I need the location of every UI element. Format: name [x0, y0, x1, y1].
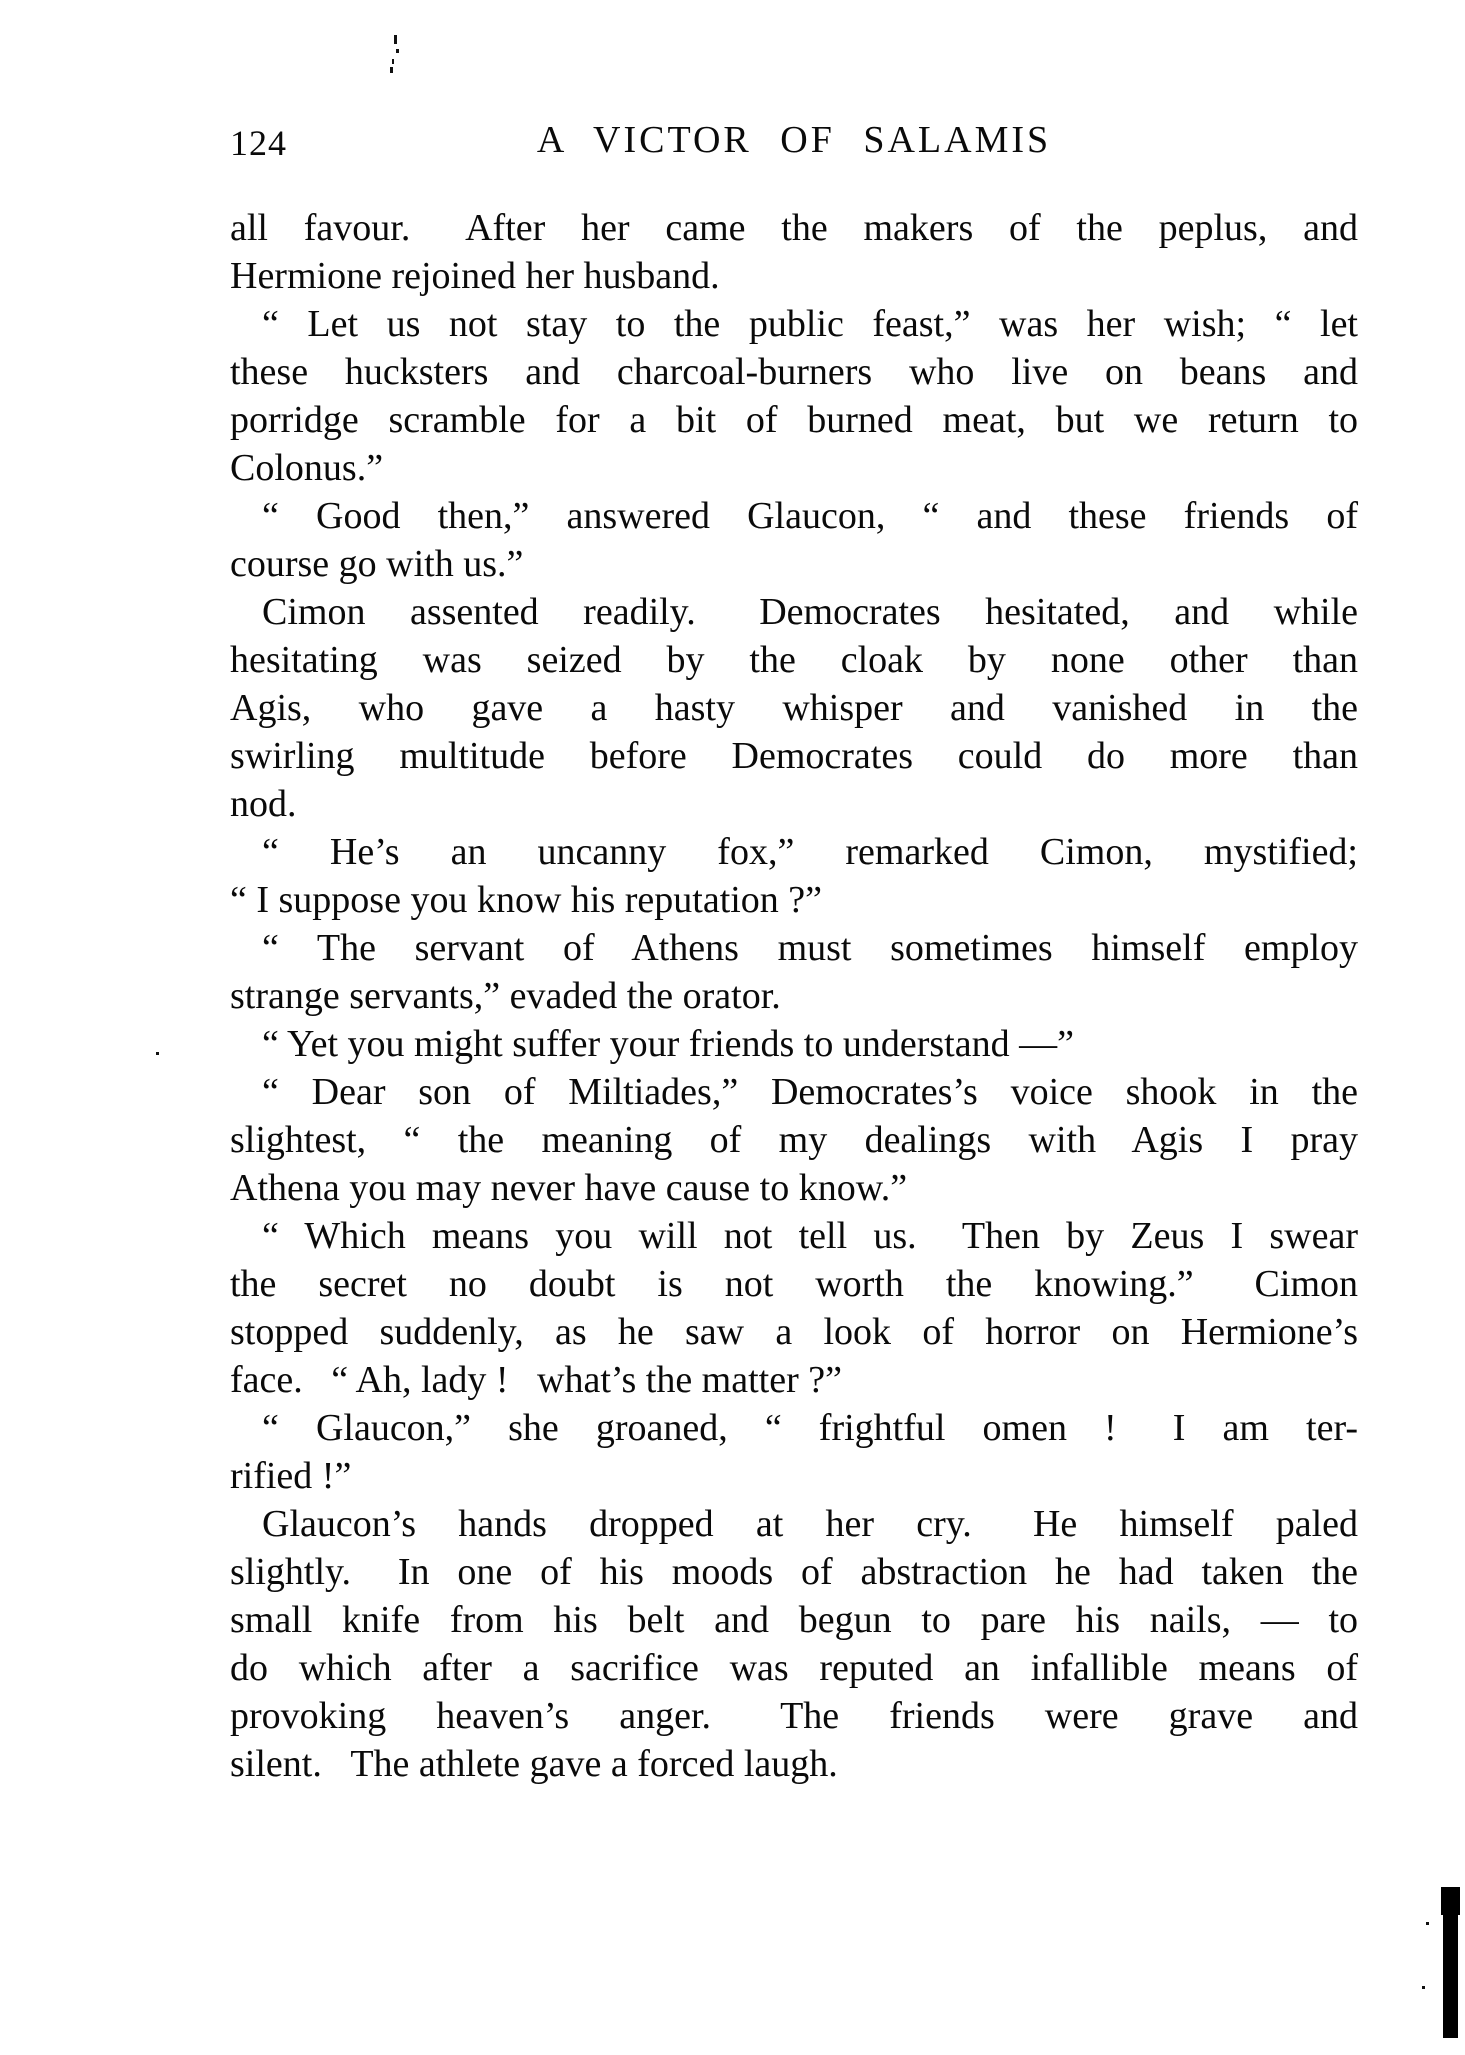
- text-line: porridge scramble for a bit of burned meat, but we return to: [230, 399, 1358, 441]
- text-line: course go with us.”: [230, 543, 524, 585]
- text-line: Hermione rejoined her husband.: [230, 255, 720, 297]
- text-line: “ The servant of Athens must sometimes himself employ: [262, 927, 1358, 969]
- text-line: small knife from his belt and begun to pare his nails, — to: [230, 1599, 1358, 1641]
- text-line: do which after a sacrifice was reputed an infallible means of: [230, 1647, 1358, 1689]
- text-line: strange servants,” evaded the orator.: [230, 975, 781, 1017]
- text-line: “ Let us not stay to the public feast,” was her wish; “ let: [262, 303, 1358, 345]
- text-line: Glaucon’s hands dropped at her cry. He himself paled: [262, 1503, 1358, 1545]
- scan-speck: [396, 49, 399, 53]
- text-line: all favour. After her came the makers of the peplus, and: [230, 207, 1358, 249]
- page-number: 124: [230, 123, 287, 163]
- text-line: face. “ Ah, lady ! what’s the matter ?”: [230, 1359, 842, 1401]
- text-line: stopped suddenly, as he saw a look of horror on Hermione’s: [230, 1311, 1358, 1353]
- text-line: Colonus.”: [230, 447, 384, 489]
- text-line: nod.: [230, 783, 297, 825]
- scan-speck: [394, 35, 397, 44]
- text-line: Agis, who gave a hasty whisper and vanished in the: [230, 687, 1358, 729]
- scan-speck: [1422, 1986, 1425, 1989]
- text-line: “ Glaucon,” she groaned, “ frightful omen ! I am ter-: [262, 1407, 1358, 1449]
- text-line: “ I suppose you know his reputation ?”: [230, 879, 823, 921]
- text-line: hesitating was seized by the cloak by none other than: [230, 639, 1358, 681]
- scan-speck: [392, 59, 394, 64]
- text-line: swirling multitude before Democrates could do more than: [230, 735, 1358, 777]
- text-line: “ Good then,” answered Glaucon, “ and these friends of: [262, 495, 1358, 537]
- page-header: [230, 118, 1358, 168]
- text-line: silent. The athlete gave a forced laugh.: [230, 1743, 838, 1785]
- text-line: “ He’s an uncanny fox,” remarked Cimon, mystified;: [262, 831, 1358, 873]
- text-line: these hucksters and charcoal-burners who live on beans and: [230, 351, 1358, 393]
- text-line: slightest, “ the meaning of my dealings with Agis I pray: [230, 1119, 1358, 1161]
- scan-speck: [156, 1052, 159, 1055]
- scan-speck: [390, 67, 393, 73]
- scan-artifact-binding-bar: [1443, 1887, 1458, 2038]
- text-line: provoking heaven’s anger. The friends were grave and: [230, 1695, 1358, 1737]
- text-line: the secret no doubt is not worth the knowing.” Cimon: [230, 1263, 1358, 1305]
- text-line: Athena you may never have cause to know.”: [230, 1167, 908, 1209]
- text-line: slightly. In one of his moods of abstraction he had taken the: [230, 1551, 1358, 1593]
- text-line: Cimon assented readily. Democrates hesitated, and while: [262, 591, 1358, 633]
- text-line: “ Which means you will not tell us. Then by Zeus I swear: [262, 1215, 1358, 1257]
- text-line: rified !”: [230, 1455, 352, 1497]
- text-line: “ Yet you might suffer your friends to understand —”: [262, 1023, 1074, 1065]
- scan-speck: [1426, 1922, 1429, 1925]
- text-line: “ Dear son of Miltiades,” Democrates’s voice shook in the: [262, 1071, 1358, 1113]
- text-block: [230, 204, 1358, 1788]
- running-title: A VICTOR OF SALAMIS: [536, 119, 1052, 161]
